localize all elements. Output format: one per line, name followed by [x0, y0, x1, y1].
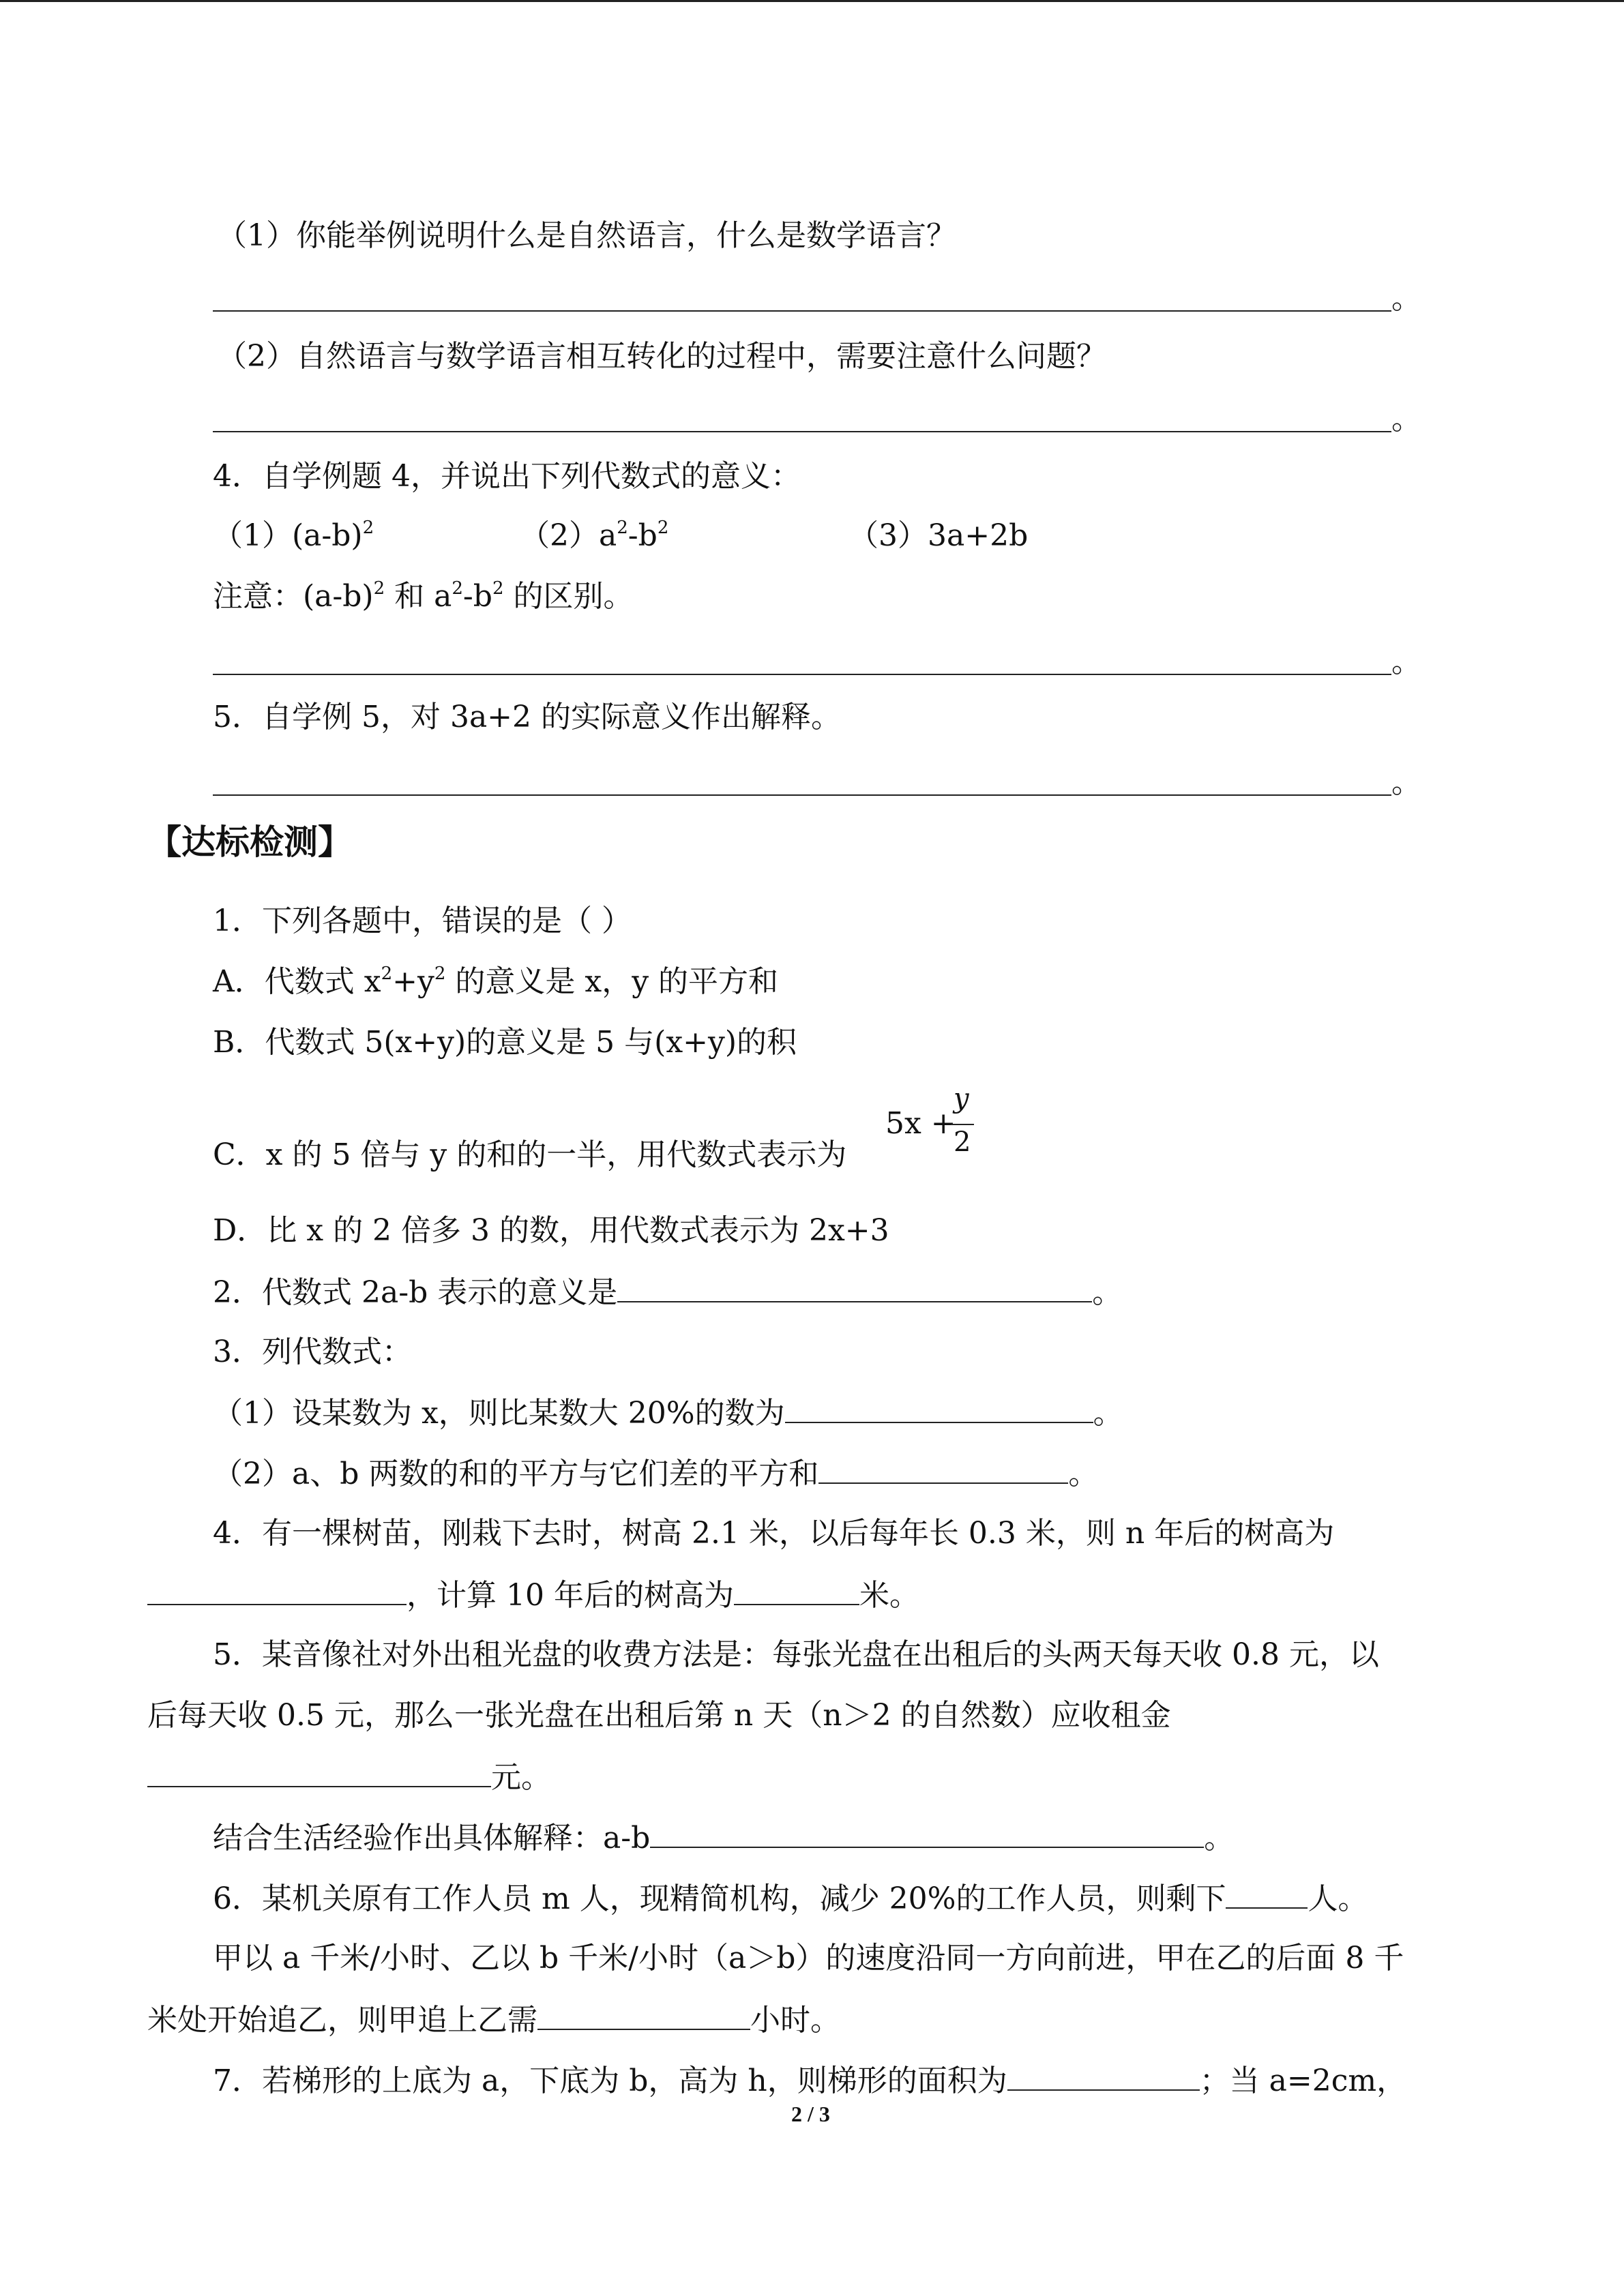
top-border [0, 0, 1624, 2]
fill-blank[interactable] [1226, 1877, 1308, 1909]
test-5-line1: 5．某音像社对外出租光盘的收费方法是：每张光盘在出租后的头两天每天收 0.8 元，以 [213, 1637, 1379, 1672]
answer-line[interactable] [213, 431, 1391, 432]
test-5-line2: 后每天收 0.5 元，那么一张光盘在出租后第 n 天（n＞2 的自然数）应收租金 [147, 1698, 1171, 1733]
fill-blank[interactable] [818, 1452, 1068, 1484]
test-6b-line2: 米处开始追乙，则甲追上乙需 小时。 [147, 1999, 840, 2040]
test-5-line3: 元。 [147, 1756, 551, 1797]
fill-blank[interactable] [785, 1392, 1093, 1423]
test-3: 3．列代数式： [213, 1335, 412, 1369]
expression-3: （3）3a+2b [848, 518, 1029, 553]
question-attention: （2）自然语言与数学语言相互转化的过程中，需要注意什么问题？ [217, 339, 1106, 374]
expression-2: $(2)a^2-b^2$ [520, 518, 669, 553]
test-7: 7．若梯形的上底为 a，下底为 b，高为 h，则梯形的面积为 ；当 a=2cm， [213, 2059, 1406, 2100]
test-3-2: （2）a、b 两数的和的平方与它们差的平方和 。 [213, 1452, 1098, 1493]
question-4: 4．自学例题 4，并说出下列代数式的意义： [213, 459, 801, 494]
section-title: 【达标检测】 [147, 822, 352, 862]
fraction-expression [885, 1083, 981, 1180]
test-6: 6．某机关原有工作人员 m 人，现精简机构，减少 20%的工作人员，则剩下 人。 [213, 1877, 1368, 1918]
test-3-1: （1）设某数为 x，则比某数大 20%的数为 。 [213, 1392, 1123, 1433]
test-1: 1．下列各题中，错误的是（ ） [213, 904, 632, 938]
test-4-line1: 4．有一棵树苗，刚栽下去时，树高 2.1 米，以后每年长 0.3 米，则 n 年后的树高为 [213, 1516, 1335, 1551]
option-a: A．代数式 $x^2+y^2$ 的意义是 x，y 的平方和 [213, 964, 779, 999]
question-natural-language: （1）你能举例说明什么是自然语言，什么是数学语言？ [217, 218, 956, 253]
test-4-line2: ，计算 10 年后的树高为 米。 [147, 1574, 919, 1615]
period: 。 [1391, 281, 1421, 316]
period: 。 [1391, 644, 1421, 679]
fraction-denominator: 2 [954, 1127, 971, 1158]
fill-blank[interactable] [617, 1271, 1092, 1302]
fraction-bar [951, 1124, 974, 1125]
answer-line[interactable] [213, 794, 1391, 796]
note-difference: 注意：$(a-b)^2$ 和 $a^2-b^2$ 的区别。 [213, 578, 634, 614]
fill-blank[interactable] [734, 1574, 859, 1605]
fill-blank[interactable] [1007, 2059, 1200, 2091]
option-d: D．比 x 的 2 倍多 3 的数，用代数式表示为 2x+3 [213, 1213, 889, 1248]
fraction-left: 5x + [885, 1106, 956, 1141]
test-2: 2．代数式 2a-b 表示的意义是 。 [213, 1271, 1122, 1312]
fraction-numerator: y [954, 1083, 969, 1114]
fill-blank[interactable] [147, 1756, 491, 1787]
expression-1: $(1)(a-b)^2$ [213, 518, 374, 553]
period: 。 [1391, 765, 1421, 800]
fill-blank[interactable] [537, 1999, 750, 2030]
fill-blank[interactable] [650, 1817, 1204, 1848]
option-c: C．x 的 5 倍与 y 的和的一半，用代数式表示为 [213, 1137, 847, 1172]
fill-blank[interactable] [147, 1574, 407, 1605]
test-6b-line1: 甲以 a 千米/小时、乙以 b 千米/小时（a＞b）的速度沿同一方向前进，甲在乙的后面 8 千 [213, 1941, 1404, 1976]
test-5-explain: 结合生活经验作出具体解释：a-b 。 [213, 1817, 1234, 1858]
period: 。 [1391, 402, 1421, 436]
answer-line[interactable] [213, 310, 1391, 312]
option-b: B．代数式 5(x+y)的意义是 5 与(x+y)的积 [213, 1025, 797, 1060]
answer-line[interactable] [213, 674, 1391, 675]
question-5: 5．自学例 5，对 3a+2 的实际意义作出解释。 [213, 700, 842, 734]
page-number: 2 / 3 [791, 2102, 830, 2126]
